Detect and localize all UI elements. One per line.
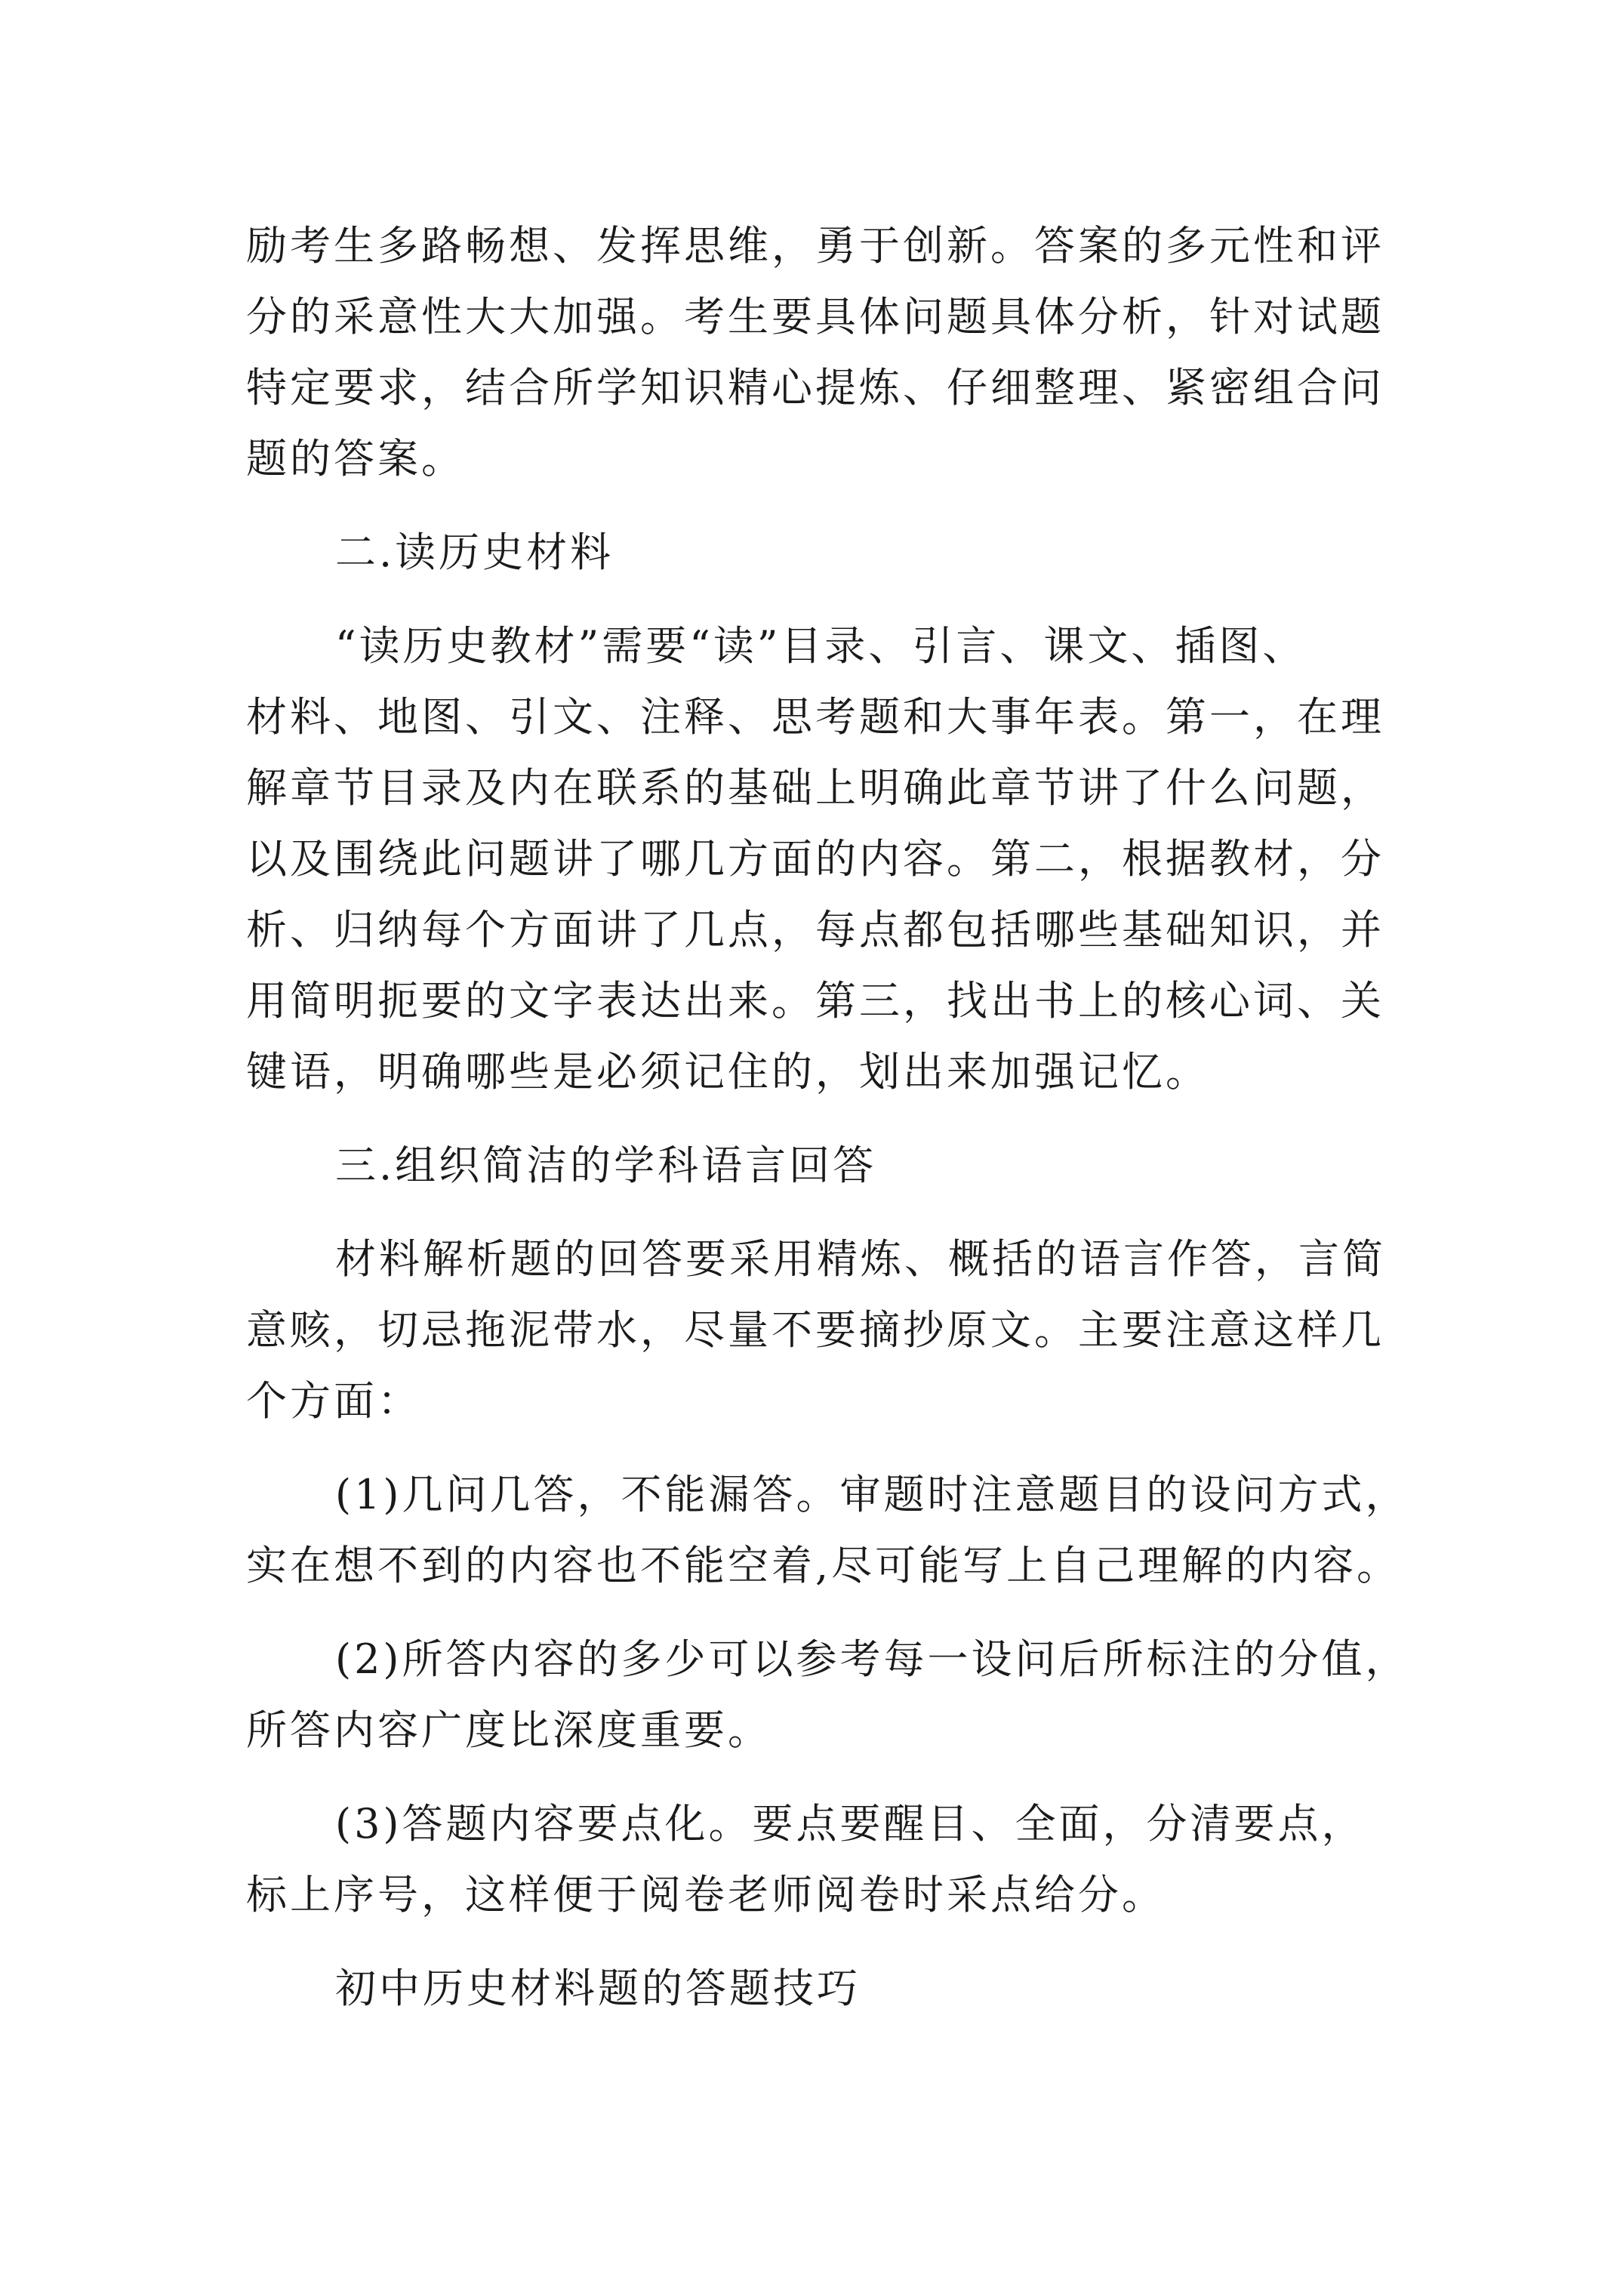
- list-item-line: 标上序号，这样便于阅卷老师阅卷时采点给分。: [246, 1871, 1166, 1918]
- text-line: 特定要求，结合所学知识精心提炼、仔细整理、紧密组合问: [246, 364, 1384, 411]
- list-item-line: 所答内容广度比深度重要。: [246, 1706, 771, 1754]
- text-line: 个方面：: [246, 1377, 421, 1425]
- text-line: 材料、地图、引文、注释、思考题和大事年表。第一，在理: [246, 693, 1384, 741]
- text-line: 励考生多路畅想、发挥思维，勇于创新。答案的多元性和评: [246, 222, 1384, 270]
- section-heading: 初中历史材料题的答题技巧: [335, 1965, 861, 2012]
- list-item-line: (2)所答内容的多少可以参考每一设问后所标注的分值，: [335, 1635, 1409, 1683]
- list-item-line: (1)几问几答，不能漏答。审题时注意题目的设问方式，: [335, 1471, 1409, 1518]
- text-line: 以及围绕此问题讲了哪几方面的内容。第二，根据教材，分: [246, 835, 1384, 883]
- text-line: 键语，明确哪些是必须记住的，划出来加强记忆。: [246, 1048, 1209, 1096]
- list-item-line: (3)答题内容要点化。要点要醒目、全面，分清要点，: [335, 1800, 1366, 1848]
- text-line: 析、归纳每个方面讲了几点，每点都包括哪些基础知识，并: [246, 906, 1384, 954]
- text-line: 意赅，切忌拖泥带水，尽量不要摘抄原文。主要注意这样几: [246, 1306, 1384, 1354]
- text-line: “读历史教材”需要“读”目录、引言、课文、插图、: [335, 622, 1307, 670]
- text-line: 题的答案。: [246, 435, 465, 482]
- text-line: 材料解析题的回答要采用精炼、概括的语言作答，言简: [335, 1235, 1386, 1283]
- section-heading: 二.读历史材料: [335, 529, 614, 576]
- text-line: 用简明扼要的文字表达出来。第三，找出书上的核心词、关: [246, 977, 1384, 1025]
- text-line: 分的采意性大大加强。考生要具体问题具体分析，针对试题: [246, 293, 1384, 341]
- section-heading: 三.组织简洁的学科语言回答: [335, 1142, 877, 1189]
- text-line: 解章节目录及内在联系的基础上明确此章节讲了什么问题，: [246, 764, 1384, 812]
- list-item-line: 实在想不到的内容也不能空着,尽可能写上自己理解的内容。: [246, 1542, 1401, 1589]
